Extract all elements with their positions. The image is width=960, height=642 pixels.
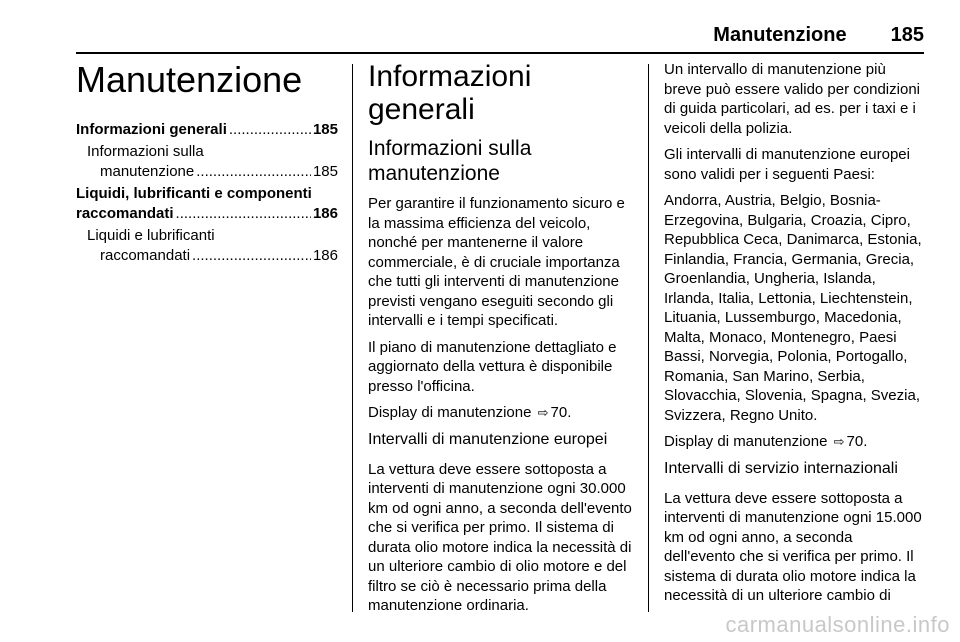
content-column-2	[368, 60, 634, 623]
country-list: Andorra, Austria, Belgio, Bosnia-Erzegovina, Bulgaria, Croazia, Cipro, Repubblica Ceca, Danimarca, Estonia, Finlandia, Francia, Germania, Grecia, Groenlandia, Ungheria, Islanda, Irlanda, Italia, Lettonia, Liechtenstein, Lituania, Lussemburgo, Macedonia, Malta, Monaco, Montenegro, Paesi Bassi, Norvegia, Polonia, Portogallo, Romania, San Marino, Serbia, Slovacchia, Slovenia, Spagna, Svezia, Svizzera, Regno Unito.	[664, 192, 922, 424]
toc-entry-liquidi-lubrificanti-componenti[interactable]: Liquidi, lubrificanti e componenti raccomandati ..... 186	[76, 184, 338, 223]
header-rule	[76, 52, 924, 54]
chapter-title: Manutenzione	[76, 59, 303, 100]
content-column-3	[664, 60, 926, 613]
toc-entry-liquidi-lubrificanti-raccomandati[interactable]: Liquidi e lubrificanti raccomandati ..... 186	[76, 226, 338, 265]
column-divider	[648, 64, 649, 612]
paragraph: Un intervallo di manutenzione più breve può essere valido per condizioni di guida particolari, ad es. per i taxi e i veicoli della polizia.	[664, 61, 920, 137]
paragraph: La vettura deve essere sottoposta a interventi di manutenzione ogni 30.000 km od ogni anno, a seconda dell'evento che si verifica per primo. Il sistema di durata olio motore indica la necessità di un ulteriore cambio di olio motore e del filtro se ciò è necessario prima della manutenzione ordinaria.	[368, 460, 632, 615]
toc-entry-informazioni-generali[interactable]: Informazioni generali ..... 185	[76, 120, 338, 140]
subsection-title: Informazioni sulla manutenzione	[368, 137, 532, 186]
section-title: Informazioni generali	[368, 60, 532, 126]
paragraph: Per garantire il funzionamento sicuro e la massima efficienza del veicolo, nonché per mantenerne il valore commerciale, è di cruciale importanza che tutti gli interventi di manutenzione previsti vengano eseguiti secondo gli intervalli e i tempi specificati.	[368, 195, 625, 330]
xref-arrow-icon: ⇨	[537, 405, 549, 421]
cross-reference[interactable]: Display di manutenzione ⇨ 70.	[368, 404, 572, 422]
cross-reference[interactable]: Display di manutenzione ⇨ 70.	[664, 433, 868, 450]
paragraph: Gli intervalli di manutenzione europei sono validi per i seguenti Paesi:	[664, 146, 910, 183]
column-divider	[352, 64, 353, 612]
header-title: Manutenzione	[713, 24, 847, 46]
table-of-contents	[76, 120, 338, 266]
watermark: carmanualsonline.info	[725, 612, 950, 637]
toc-column	[76, 60, 338, 268]
paragraph: La vettura deve essere sottoposta a interventi di manutenzione ogni 15.000 km od ogni anno, a seconda dell'evento che si verifica per primo. Il sistema di durata olio motore indica la necessità di un ulteriore cambio di	[664, 489, 922, 604]
subheading: Intervalli di servizio internazionali	[664, 459, 898, 477]
paragraph: Il piano di manutenzione dettagliato e aggiornato della vettura è disponibile presso l'officina.	[368, 338, 617, 395]
toc-entry-informazioni-manutenzione[interactable]: Informazioni sulla manutenzione ..... 185	[76, 142, 338, 181]
xref-arrow-icon: ⇨	[833, 434, 845, 449]
header-page-number: 185	[890, 24, 924, 46]
subheading: Intervalli di manutenzione europei	[368, 430, 608, 448]
running-header	[713, 24, 924, 47]
